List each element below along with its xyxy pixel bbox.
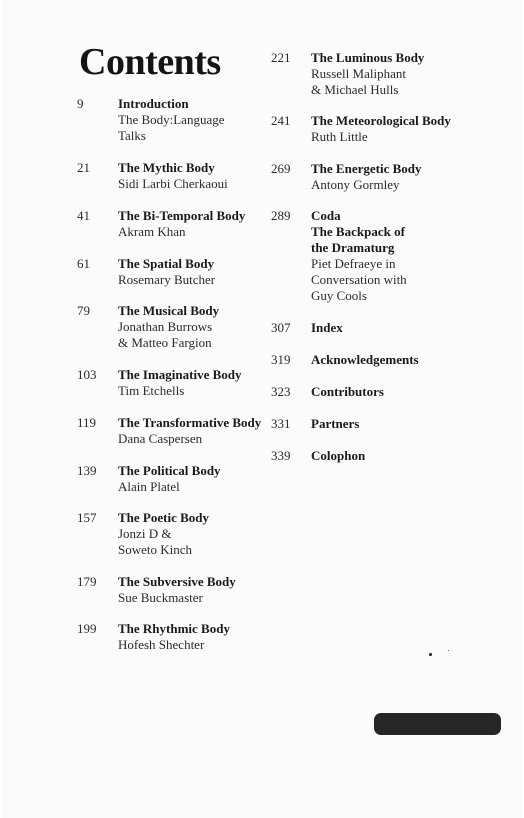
toc-heading: The Mythic Body — [118, 160, 215, 175]
toc-heading: The Spatial Body — [118, 256, 215, 271]
toc-author: Antony Gormley — [311, 177, 400, 192]
toc-author: Ruth Little — [311, 129, 368, 144]
toc-author: Russell Maliphant & Michael Hulls — [311, 66, 406, 97]
toc-page-number: 179 — [77, 574, 97, 589]
toc-heading: The Transformative Body — [118, 415, 262, 430]
toc-page-number: 79 — [77, 303, 90, 318]
toc-heading: Contributors — [311, 384, 384, 399]
toc-page-number: 289 — [271, 208, 291, 223]
toc-page-number: 323 — [271, 384, 291, 399]
toc-author: Tim Etchells — [118, 383, 185, 398]
toc-page-number: 21 — [77, 160, 90, 175]
toc-heading: The Imaginative Body — [118, 367, 242, 382]
toc-author: Jonzi D & Soweto Kinch — [118, 526, 193, 557]
toc-author: Alain Platel — [118, 479, 180, 494]
toc-author: The Body:Language Talks — [118, 112, 225, 143]
toc-heading: The Subversive Body — [118, 574, 236, 589]
toc-page-number: 41 — [77, 208, 90, 223]
toc-heading: Introduction — [118, 96, 189, 111]
toc-author: Hofesh Shechter — [118, 637, 205, 652]
toc-heading: The Bi-Temporal Body — [118, 208, 246, 223]
page-title: Contents — [79, 41, 221, 83]
toc-heading: Coda The Backpack of the Dramaturg — [311, 208, 405, 255]
toc-page-number: 339 — [271, 448, 291, 463]
toc-page-number: 103 — [77, 367, 97, 382]
toc-page-number: 221 — [271, 50, 291, 65]
toc-page-number: 157 — [77, 510, 97, 525]
toc-heading: The Musical Body — [118, 303, 220, 318]
book-page — [2, 0, 522, 818]
page-tab-marker — [374, 713, 501, 735]
toc-heading: The Rhythmic Body — [118, 621, 230, 636]
toc-author: Sue Buckmaster — [118, 590, 203, 605]
toc-heading: The Energetic Body — [311, 161, 422, 176]
toc-heading: Index — [311, 320, 343, 335]
print-speck — [429, 653, 432, 656]
toc-heading: The Political Body — [118, 463, 221, 478]
toc-author: Sidi Larbi Cherkaoui — [118, 176, 228, 191]
toc-page-number: 241 — [271, 113, 291, 128]
toc-heading: The Poetic Body — [118, 510, 209, 525]
toc-author: Piet Defraeye in Conversation with Guy Cools — [311, 256, 407, 303]
toc-author: Akram Khan — [118, 224, 186, 239]
toc-author: Rosemary Butcher — [118, 272, 216, 287]
toc-page-number: 9 — [77, 96, 84, 111]
toc-page-number: 269 — [271, 161, 291, 176]
toc-page-number: 307 — [271, 320, 291, 335]
toc-page-number: 199 — [77, 621, 97, 636]
print-speck — [448, 650, 449, 651]
toc-heading: The Meteorological Body — [311, 113, 451, 128]
toc-heading: Partners — [311, 416, 360, 431]
toc-page-number: 119 — [77, 415, 97, 430]
toc-heading: Acknowledgements — [311, 352, 419, 367]
toc-page-number: 331 — [271, 416, 291, 431]
toc-heading: The Luminous Body — [311, 50, 425, 65]
toc-heading: Colophon — [311, 448, 366, 463]
toc-page-number: 319 — [271, 352, 291, 367]
toc-page-number: 61 — [77, 256, 90, 271]
toc-author: Dana Caspersen — [118, 431, 203, 446]
toc-author: Jonathan Burrows & Matteo Fargion — [118, 319, 213, 350]
toc-page-number: 139 — [77, 463, 97, 478]
